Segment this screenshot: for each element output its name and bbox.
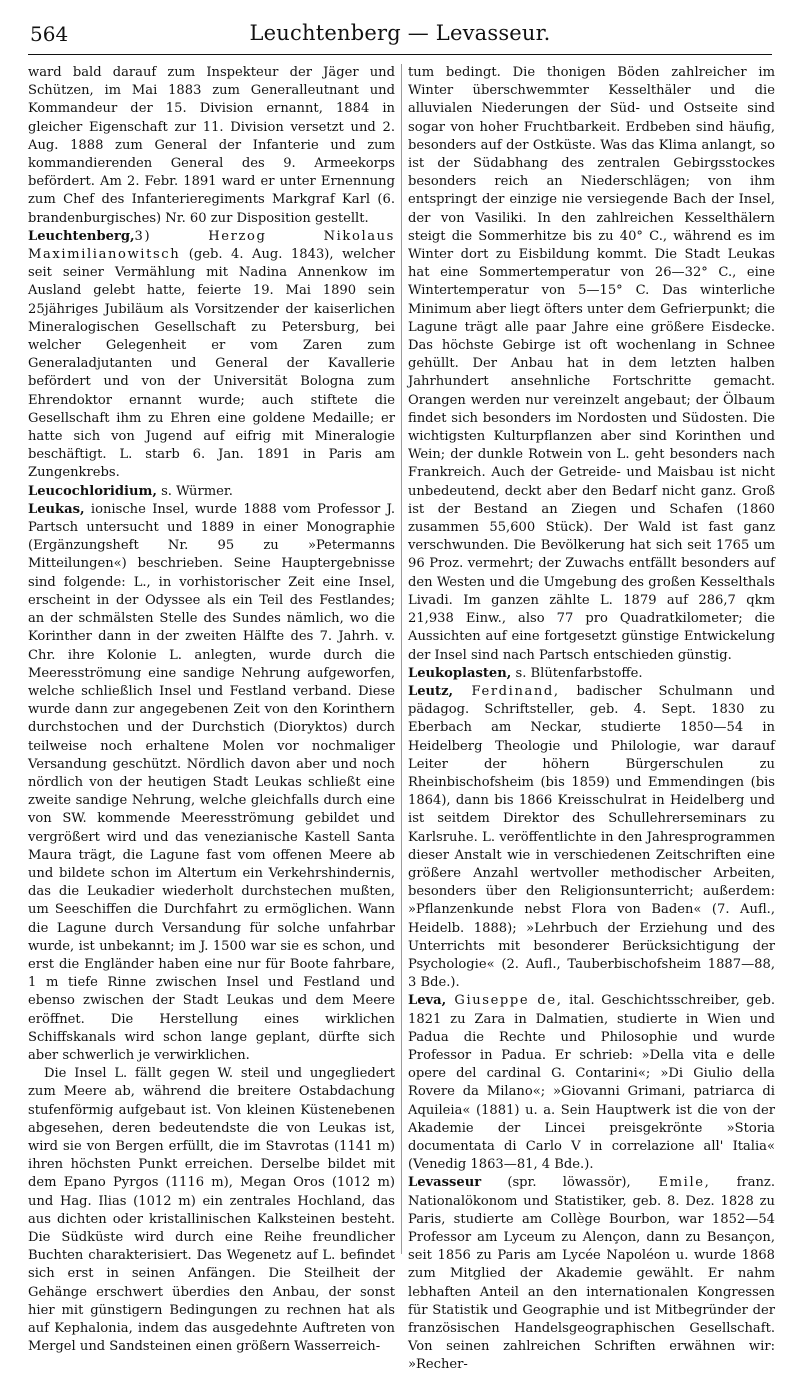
running-title: Leuchtenberg — Levasseur. [249, 21, 551, 45]
continued-paragraph: ward bald darauf zum Inspekteur der Jäger und Schützen, im Mai 1883 zum Generalleutnant und Kommandeur der 15. Division ernannt, 1884 in gleicher Eigenschaft zur 11. Division versetzt und 2. Aug. 1888 zum General der Infanterie und zum kommandierenden General des 9. Armeekorps befördert. Am 2. Febr. 1891 ward er unter Ernennung zum Chef des Infanterieregiments Markgraf Karl (6. brandenburgisches) Nr. 60 zur Disposition gestellt. [28, 65, 395, 226]
entry-person-name: Emile, [630, 1175, 711, 1191]
entry-headword: Leutz, [408, 683, 454, 699]
entry-body: franz. Nationalökonom und Statistiker, geb. 8. Dez. 1828 zu Paris, studierte am Collège Bourbon, war 1852—54 Professor am Lyceum zu Alençon, dann zu Besançon, seit 1856 zu Paris am Lycée Napoléon u. wurde 1868 zum Mitglied der Akademie gewählt. Er nahm lebhaften Anteil an den internationalen Kongressen für Statistik und Geographie und ist Mitbegründer der französischen Handelsgeographischen Gesellschaft. Von seinen zahlreichen Schriften erwähnen wir: »Recher- [408, 1175, 775, 1373]
entry-person-name: Ferdinand, [453, 683, 560, 699]
entry-leukoplasten [408, 665, 775, 683]
entry-person-name: 3) Herzog Nikolaus Maximilianowitsch [28, 228, 395, 263]
text-columns [28, 64, 778, 1373]
entry-headword: Levasseur [408, 1175, 482, 1191]
entry-leukas-paragraph-2: Die Insel L. fällt gegen W. steil und ungegliedert zum Meere ab, während die breitere Ostabdachung stufenförmig aufgebaut ist. Von kleinen Küstenebenen abgesehen, deren bedeutendste die von Leukas ist, wird sie von Bergen erfüllt, die im Stavrotas (1141 m) ihren höchsten Punkt erreichen. Derselbe bildet mit dem Epano Pyrgos (1116 m), Megan Oros (1012 m) und Hag. Ilias (1012 m) ein zentrales Hochland, das aus dichten oder kristallinischen Kalksteinen besteht. Die Südküste wird durch eine Reihe freundlicher Buchten charakterisiert. Das Wegenetz auf L. befindet sich erst in seinen Anfängen. Die Steilheit der Gehänge erschwert überdies den Anbau, der sonst hier mit günstigern Bedingungen zu rechnen hat als auf Kephalonia, indem das ausgedehnte Auftreten von Mergel und Sandsteinen einen größern Wasserreich- [28, 1066, 395, 1355]
right-column [408, 64, 775, 1373]
entry-leutz [408, 683, 775, 992]
entry-body: s. Blütenfarbstoffe. [511, 665, 643, 681]
entry-leucochloridium [28, 483, 395, 501]
entry-body: (geb. 4. Aug. 1843), welcher seit seiner Vermählung mit Nadina Annenkow im Ausland gelebt hatte, feierte 19. Mai 1890 sein 25jähriges Jubiläum als Vorsitzender der kaiserlichen Mineralogischen Gesellschaft zu Petersburg, bei welcher Gelegenheit er vom Zaren zum Generaladjutanten und General der Kavallerie befördert und von der Universität Bologna zum Ehrendoktor ernannt wurde; auch stiftete die Gesellschaft ihm zu Ehren eine goldene Medaille; er hatte sich von Jugend auf eifrig mit Mineralogie beschäftigt. L. starb 6. Jan. 1891 in Paris am Zungenkrebs. [28, 247, 395, 481]
continued-paragraph: tum bedingt. Die thonigen Böden zahlreicher im Winter überschwemmter Kesselthäler und die alluvialen Niederungen der Süd- und Ostseite sind sogar von hoher Fruchtbarkeit. Erdbeben sind häufig, besonders auf der Ostküste. Was das Klima anlangt, so ist der Südabhang des zentralen Gebirgsstockes besonders reich an Niederschlägen; von ihm entspringt der einzige nie versiegende Bach der Insel, der von Vasiliki. In den zahlreichen Kesselthälern steigt die Sommerhitze bis zu 40° C., während es im Winter dort zu Eisbildung kommt. Die Stadt Leukas hat eine Sommertemperatur von 26—32° C., eine Wintertemperatur von 5—15° C. Das winterliche Minimum aber liegt öfters unter dem Gefrierpunkt; die Lagune trägt alle paar Jahre eine größere Eisdecke. Das höchste Gebirge ist oft wochenlang in Schnee gehüllt. Der Anbau hat in dem letzten halben Jahrhundert ansehnliche Fortschritte gemacht. Orangen werden nur vereinzelt angebaut; der Ölbaum findet sich besonders im Nordosten und Südosten. Die wichtigsten Kulturpflanzen aber sind Korinthen und Wein; der dunkle Rotwein von L. geht besonders nach Frankreich. Auch der Getreide- und Maisbau ist nicht unbedeutend, deckt aber den Bedarf nicht ganz. Groß ist der Bestand an Ziegen und Schafen (1860 zusammen 55,600 Stück). Der Wald ist fast ganz verschwunden. Die Bevölkerung hat sich seit 1765 um 96 Proz. vermehrt; der Zuwachs entfällt besonders auf den Westen und die Umgebung des großen Kesselthals Livadi. Im ganzen zählte L. 1879 auf 286,7 qkm 21,938 Einw., also 77 pro Quadratkilometer; die Aussichten auf eine fortgesetzt günstige Entwickelung der Insel sind nach Partsch entschieden günstig. [408, 65, 775, 663]
entry-body: s. Würmer. [156, 483, 233, 499]
entry-body: ionische Insel, wurde 1888 vom Professor J. Partsch untersucht und 1889 in einer Monographie (Ergänzungsheft Nr. 95 zu »Petermanns Mitteilungen«) beschrieben. Seine Hauptergebnisse sind folgende: L., in vorhistorischer Zeit eine Insel, erscheint in der Odyssee als ein Teil des Festlandes; an der schmälsten Stelle des Sundes nämlich, wo die Korinther dann in der zweiten Hälfte des 7. Jahrh. v. Chr. ihre Kolonie L. anlegten, wurde durch die Meeresströmung eine sandige Nehrung aufgeworfen, welche schließlich Insel und Festland verband. Diese wurde dann zur angegebenen Zeit von den Korinthern durchstochen und der Durchstich (Dioryktos) durch teilweise noch erhaltene Molen vor nochmaliger Versandung geschützt. Nördlich davon aber und noch nördlich von der heutigen Stadt Leukas schließt eine zweite sandige Nehrung, welche gleichfalls durch eine von SW. kommende Meeresströmung gebildet und vergrößert wird und das venezianische Kastell Santa Maura trägt, die Lagune fast vom offenen Meere ab und bildete schon im Altertum ein Verkehrshindernis, das die Leukadier wiederholt durchstechen mußten, um Seeschiffen die Durchfahrt zu ermöglichen. Wann die Lagune durch Versandung für solche unfahrbar wurde, ist unbekannt; im J. 1500 war sie es schon, und erst die Engländer haben eine nur für Boote fahrbare, 1 m tiefe Rinne zwischen Insel und Festland und ebenso zwischen der Stadt Leukas und dem Meere eröffnet. Die Herstellung eines wirklichen Schiffskanals wird schon lange geplant, dürfte sich aber schwerlich je verwirklichen. [28, 501, 395, 1063]
page-number: 564 [30, 22, 69, 46]
entry-headword: Leukas, [28, 501, 85, 517]
entry-levasseur [408, 1174, 775, 1374]
entry-body: ital. Geschichtsschreiber, geb. 1821 zu Zara in Dalmatien, studierte in Wien und Padua die Rechte und Philosophie und wurde Professor in Padua. Er schrieb: »Della vita e delle opere del cardinal G. Contarini«; »Di Giulio della Rovere da Milano«; »Giovanni Grimani, patriarca di Aquileia« (1881) u. a. Sein Hauptwerk ist die von der Akademie der Lincei preisgekrönte »Storia documentata di Carlo V in correlazione all' Italia« (Venedig 1863—81, 4 Bde.). [408, 993, 775, 1173]
entry-headword: Leukoplasten, [408, 665, 512, 681]
entry-leuchtenberg [28, 228, 395, 483]
column-divider [401, 64, 402, 1254]
page-header [28, 18, 772, 55]
entry-leukas [28, 501, 395, 1065]
entry-headword: Leuchtenberg, [28, 228, 135, 244]
entry-pronunciation: (spr. löwassör), [481, 1175, 631, 1191]
entry-body: badischer Schulmann und pädagog. Schriftsteller, geb. 4. Sept. 1830 zu Eberbach am Neckar, studierte 1850—54 in Heidelberg Theologie und Philologie, war darauf Leiter der höhern Bürgerschulen zu Rheinbischofsheim (bis 1859) und Emmendingen (bis 1864), dann bis 1866 Kreisschulrat in Heidelberg und ist seitdem Direktor des Schullehrerseminars zu Karlsruhe. L. veröffentlichte in den Jahresprogrammen dieser Anstalt wie in verschiedenen Zeitschriften eine größere Anzahl wertvoller methodischer Arbeiten, besonders über den Religionsunterricht; außerdem: »Pflanzenkunde nebst Flora von Baden« (7. Aufl., Heidelb. 1888); »Lehrbuch der Erziehung und des Unterrichts mit besonderer Berücksichtigung der Psychologie« (2. Aufl., Tauberbischofsheim 1887—88, 3 Bde.). [408, 683, 775, 991]
entry-headword: Leucochloridium, [28, 483, 157, 499]
left-column [28, 64, 395, 1355]
entry-headword: Leva, [408, 993, 447, 1009]
entry-person-name: Giuseppe de, [446, 993, 563, 1009]
entry-leva [408, 992, 775, 1174]
